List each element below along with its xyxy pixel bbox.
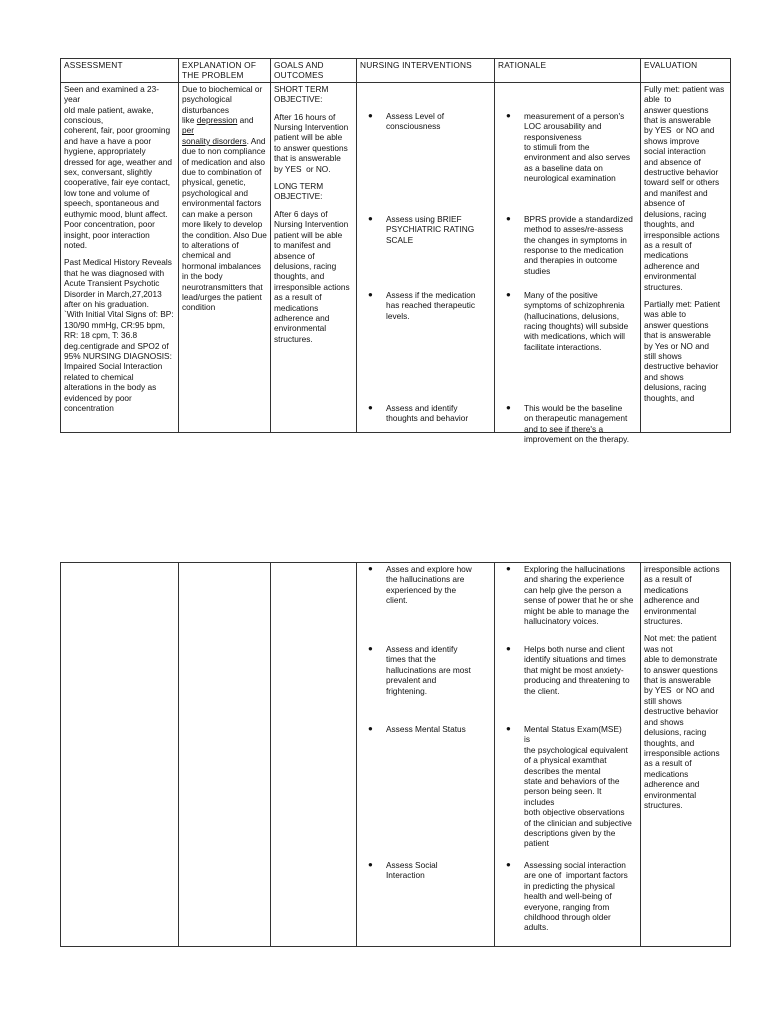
nursing-diagnosis: NURSING DIAGNOSIS: Impaired Social Interaction related to chemical alterations in the body as evidenced by poor concentration bbox=[64, 350, 172, 413]
interventions-cell bbox=[357, 82, 495, 432]
list-item: ● Exploring the hallucinations and sharing the experience can help give the person a sense of power that he or she might be able to manage the hallucinatory voices. bbox=[506, 564, 634, 627]
list-item: ● Assessing social interaction are one of important factors in predicting the physical health and well-being of everyone, ranging from childhood through older adults. bbox=[506, 860, 628, 933]
rationale-cell bbox=[495, 563, 641, 947]
goals-cell-empty bbox=[271, 563, 357, 947]
list-item: ● Mental Status Exam(MSE) is the psychological equivalent of a physical examthat describes the mental state and behaviors of the person being seen. It includes both objective observations of the clinician and subjective descriptions given by the patient bbox=[506, 724, 632, 849]
header-interventions: NURSING INTERVENTIONS bbox=[357, 59, 495, 83]
list-item: ● Assess Level of consciousness bbox=[368, 110, 445, 132]
long-term-label: LONG TERM OBJECTIVE: bbox=[274, 181, 324, 202]
header-assessment: ASSESSMENT bbox=[61, 59, 179, 83]
list-item: ● Helps both nurse and client identify situations and times that might be most anxiety- producing and threatening to the client. bbox=[506, 644, 630, 696]
depression-link[interactable]: depression bbox=[196, 115, 238, 126]
short-term-label: SHORT TERM OBJECTIVE: bbox=[274, 83, 329, 105]
evaluation-cell bbox=[641, 563, 731, 947]
long-term-objective: After 6 days of Nursing Intervention patient will be able to manifest and absence of delusions, racing thoughts, and irresponsible actions as a result of medications adherence and environmental structures. bbox=[274, 208, 350, 344]
header-row bbox=[61, 59, 731, 83]
fully-met-label: Fully met: bbox=[644, 83, 680, 94]
partially-met-label: Partially met: bbox=[644, 298, 692, 309]
explanation-cell bbox=[179, 82, 271, 432]
partially-met-text: Patient was able to answer questions that is answerable by Yes or NO and still shows destructive behavior and shows delusions, racing thoughts, and bbox=[644, 298, 721, 403]
header-evaluation: EVALUATION bbox=[641, 59, 731, 83]
list-item: ● BPRS provide a standardized method to asses/re-assess the changes in symptoms in response to the medication and therapies in outcome studies bbox=[506, 213, 633, 276]
evaluation-cell bbox=[641, 82, 731, 432]
evaluation-continued-text: irresponsible actions as a result of medications adherence and environmental structures. bbox=[644, 564, 720, 627]
assessment-findings: Seen and examined a 23-year old male patient, awake, conscious, coherent, fair, poor grooming and have a have a poor hygiene, appropriately dressed for age, weather and sex, conversant, slightly cooperative, fair eye contact, low tone and volume of speech, spontaneous and euthymic mood, blunt affect. Poor concentration, poor insight, poor interaction noted. bbox=[64, 83, 172, 250]
assessment-cell bbox=[61, 82, 179, 432]
list-item: ● Assess if the medication has reached therapeutic levels. bbox=[368, 289, 476, 321]
list-item: ● Many of the positive symptoms of schizophrenia (hallucinations, delusions, racing thoughts) will subside with medications, which will facilitate interactions. bbox=[506, 289, 629, 352]
header-explanation: EXPLANATION OF THE PROBLEM bbox=[179, 59, 271, 83]
table-row bbox=[61, 82, 731, 432]
fully-met-text: patient was able to answer questions that is answerable by YES or NO and shows improve social interaction and absence of destructive behavior toward self or others and manifest and absence of delusions, racing thoughts, and irresponsible actions as a result of medications adherence and environmental structures. bbox=[644, 83, 725, 292]
interventions-cell bbox=[357, 563, 495, 947]
list-item: ● measurement of a person's LOC arousability and responsiveness to stimuli from the environment and also serves as a baseline data on neurological examination bbox=[506, 110, 631, 184]
care-plan-table-page-2 bbox=[60, 562, 731, 947]
explanation-cell-empty bbox=[179, 563, 271, 947]
assessment-cell-empty bbox=[61, 563, 179, 947]
table-row bbox=[61, 563, 731, 947]
rationale-cell bbox=[495, 82, 641, 445]
not-met-text: the patient was not able to demonstrate to answer questions that is answerable by YES or NO and still shows destructive behavior and shows delusions, racing thoughts, and irresponsible actions as a result of medications adherence and environmental structures. bbox=[644, 633, 720, 810]
short-term-objective: After 16 hours of Nursing Intervention patient will be able to answer questions that is answerable by YES or NO. bbox=[274, 111, 349, 174]
care-plan-table-page-1 bbox=[60, 58, 731, 445]
list-item: ● Assess Mental Status bbox=[368, 724, 466, 734]
header-rationale: RATIONALE bbox=[495, 59, 641, 83]
personality-disorders-link[interactable]: per sonality disorders bbox=[182, 125, 247, 146]
list-item: ● Assess and identify times that the hallucinations are most prevalent and frightening. bbox=[368, 644, 471, 696]
list-item: ● Asses and explore how the hallucinations are experienced by the client. bbox=[368, 564, 472, 606]
header-goals: GOALS AND OUTCOMES bbox=[271, 59, 357, 83]
list-item: ● Assess and identify thoughts and behavior bbox=[368, 402, 469, 424]
list-item: ● This would be the baseline on therapeutic management and to see if there's a improvement on the therapy. bbox=[506, 402, 629, 445]
past-medical-history: Past Medical History Reveals that he was diagnosed with Acute Transient Psychotic Disorder in March,27,2013 after on his graduation. `With Initial Vital Signs of: BP: 130/90 mmHg, CR:95 bpm, RR: 18 cpm, T: 36.8 deg.centigrade and SPO2 of 95% bbox=[64, 257, 174, 361]
list-item: ● Assess using BRIEF PSYCHIATRIC RATING SCALE bbox=[368, 213, 475, 245]
not-met-label: Not met: bbox=[644, 633, 676, 644]
explanation-text: Due to biochemical or psychological disturbances like depression and per sonality disorders. And due to non compliance of medication and also due to combination of physical, genetic, psychological and environmental factors can make a person more likely to develop the condition. Also Due to alterations of chemical and hormonal imbalances in the body neurotransmitters that lead/urges the patient condition bbox=[182, 83, 267, 313]
goals-cell bbox=[271, 82, 357, 432]
list-item: ● Assess Social Interaction bbox=[368, 860, 438, 881]
